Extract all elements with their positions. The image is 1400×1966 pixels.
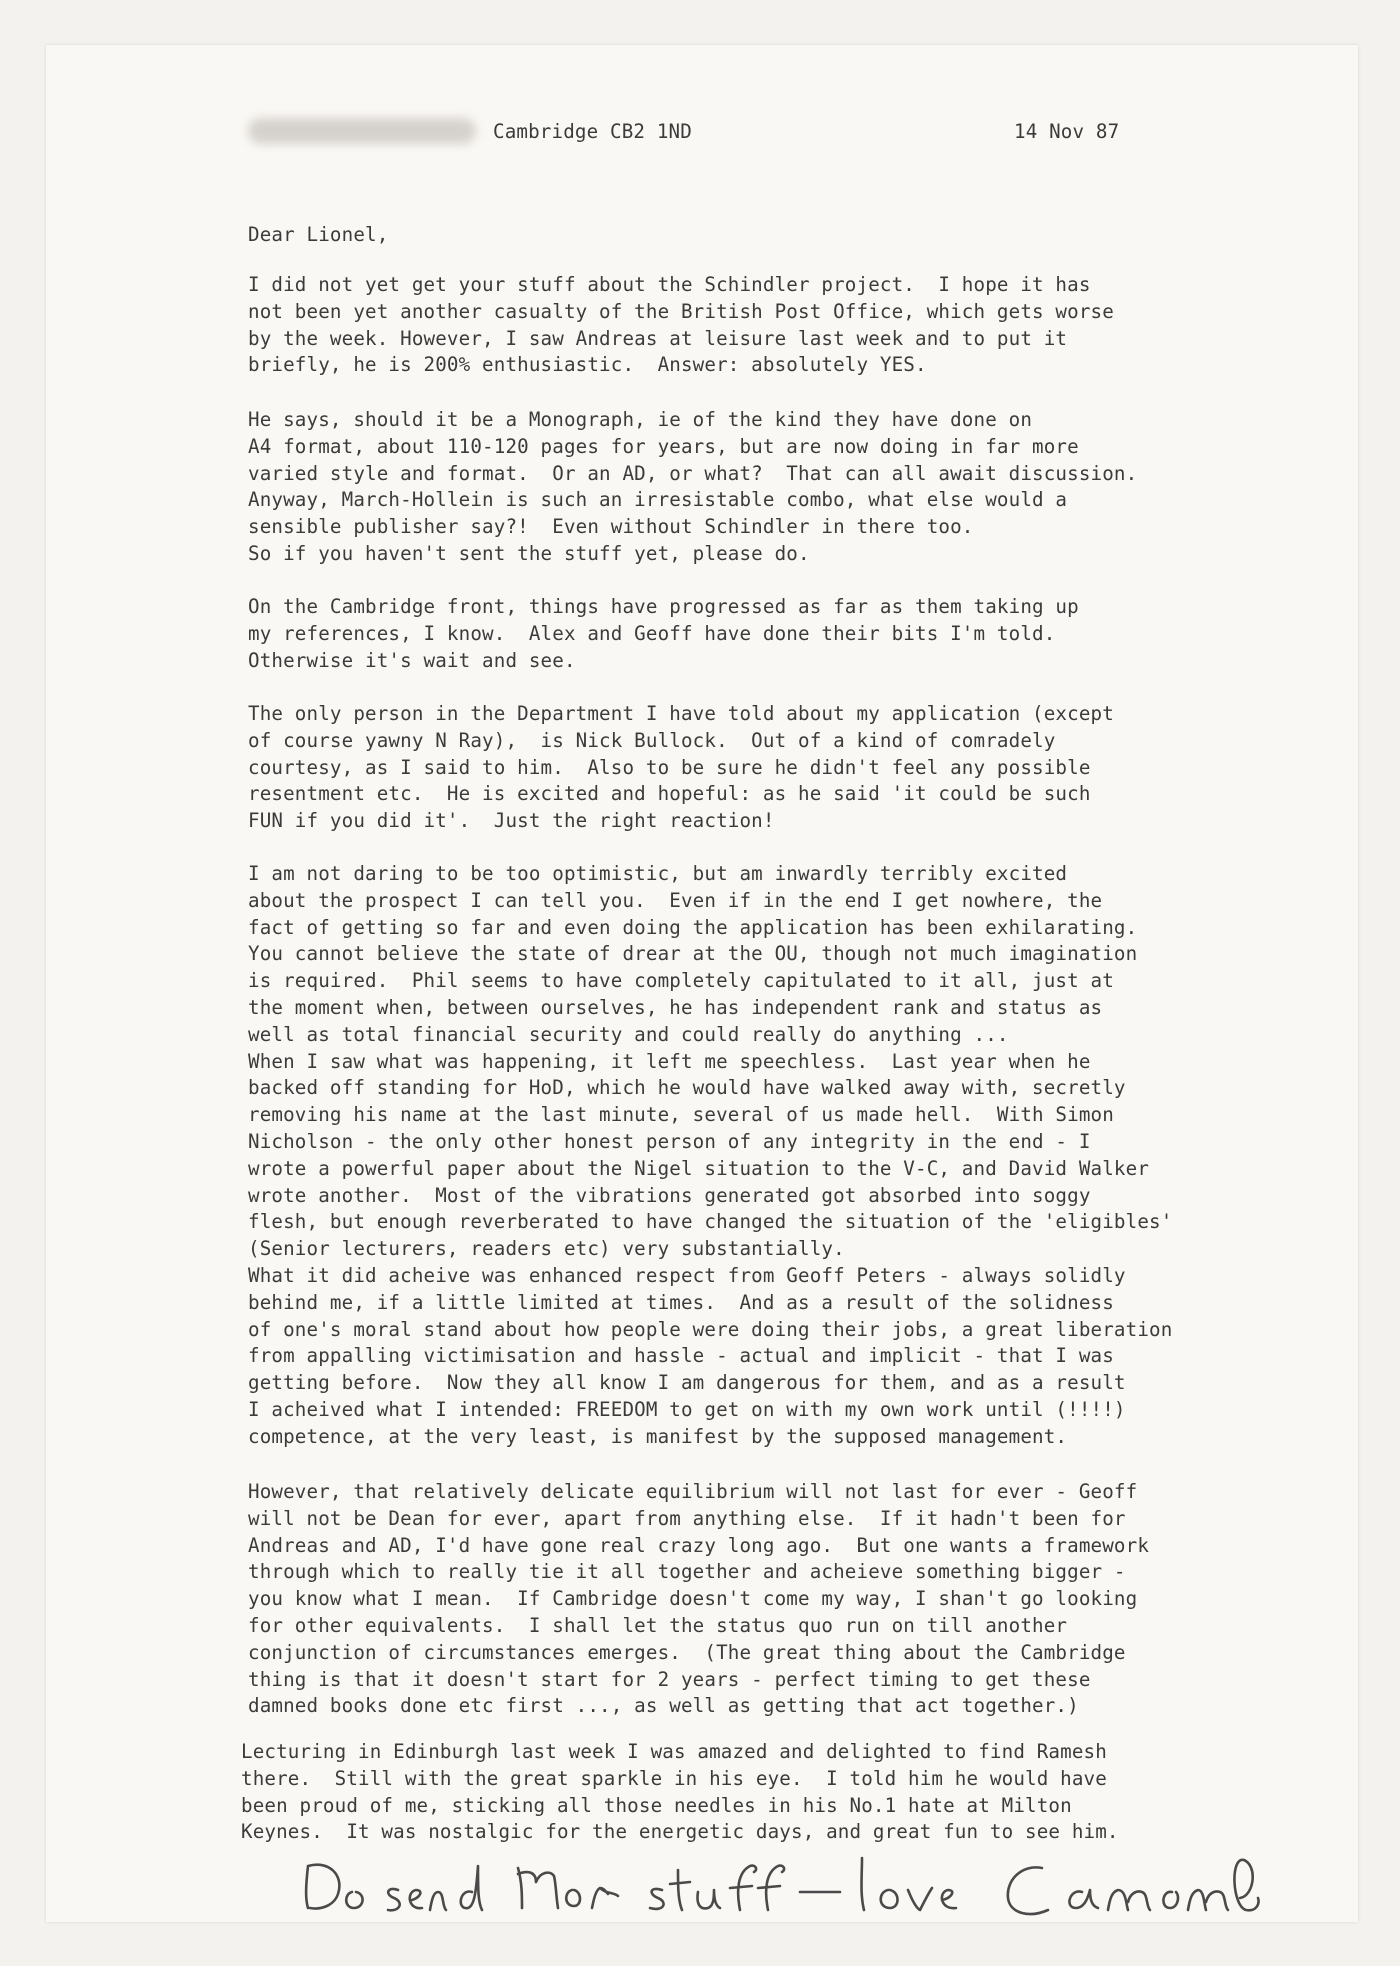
paragraph-line: Keynes. It was nostalgic for the energetic days, and great fun to see him. [241, 1820, 1119, 1844]
salutation: Dear Lionel, [248, 223, 389, 246]
redacted-sender-address [248, 118, 476, 144]
paragraph [248, 407, 1137, 568]
paragraph [248, 701, 1114, 835]
sender-address: Cambridge CB2 1ND [493, 120, 692, 143]
paragraph-line: courtesy, as I said to him. Also to be sure he didn't feel any possible [248, 755, 1091, 779]
paragraph-line: I am not daring to be too optimistic, but am inwardly terribly excited [248, 862, 1068, 885]
paragraph [241, 1739, 1119, 1846]
paragraph-line: about the prospect I can tell you. Even if in the end I get nowhere, the [248, 888, 1103, 912]
paragraph-line: I did not yet get your stuff about the Schindler project. I hope it has [248, 273, 1091, 296]
paragraph-line: The only person in the Department I have told about my application (except [248, 702, 1114, 725]
paragraph-line: conjunction of circumstances emerges. (The great thing about the Cambridge [248, 1640, 1126, 1664]
paragraph-line: So if you haven't sent the stuff yet, please do. [248, 541, 810, 565]
paragraph-line: through which to really tie it all together and acheieve something bigger - [248, 1560, 1126, 1584]
paragraph-line: wrote a powerful paper about the Nigel situation to the V-C, and David Walker [248, 1156, 1150, 1180]
paragraph-line: of one's moral stand about how people were doing their jobs, a great liberation [248, 1317, 1173, 1341]
paragraph-line: Otherwise it's wait and see. [248, 648, 576, 672]
paragraph-line: Nicholson - the only other honest person of any integrity in the end - I [248, 1129, 1091, 1153]
paragraph [248, 594, 1079, 674]
paragraph-line: removing his name at the last minute, several of us made hell. With Simon [248, 1103, 1114, 1127]
paragraph-line: resentment etc. He is excited and hopeful: as he said 'it could be such [248, 782, 1091, 806]
paragraph-line: by the week. However, I saw Andreas at leisure last week and to put it [248, 326, 1068, 350]
paragraph-line: However, that relatively delicate equilibrium will not last for ever - Geoff [248, 1480, 1138, 1503]
paragraph-line: behind me, if a little limited at times. And as a result of the solidness [248, 1290, 1114, 1314]
paragraph-line: competence, at the very least, is manifest by the supposed management. [248, 1424, 1068, 1448]
paragraph-line: sensible publisher say?! Even without Schindler in there too. [248, 515, 974, 539]
paragraph-line: A4 format, about 110-120 pages for years, but are now doing in far more [248, 434, 1079, 458]
paragraph-line: When I saw what was happening, it left me speechless. Last year when he [248, 1049, 1091, 1073]
paragraph-line: FUN if you did it'. Just the right reaction! [248, 809, 775, 833]
paragraph-line: well as total financial security and could really do anything ... [248, 1022, 1009, 1046]
paragraph-line: I acheived what I intended: FREEDOM to get on with my own work until (!!!!) [248, 1397, 1126, 1421]
handwritten-signature [300, 1836, 1260, 1936]
paragraph-line: of course yawny N Ray), is Nick Bullock. Out of a kind of comradely [248, 728, 1056, 752]
paragraph-line: the moment when, between ourselves, he has independent rank and status as [248, 995, 1103, 1019]
paragraph-line: flesh, but enough reverberated to have changed the situation of the 'eligibles' [248, 1210, 1173, 1234]
paragraph-line: He says, should it be a Monograph, ie of the kind they have done on [248, 408, 1033, 431]
paragraph-line: been proud of me, sticking all those needles in his No.1 hate at Milton [241, 1793, 1072, 1817]
paragraph-line: from appalling victimisation and hassle - actual and implicit - that I was [248, 1344, 1114, 1368]
paragraph-line: wrote another. Most of the vibrations generated got absorbed into soggy [248, 1183, 1091, 1207]
paragraph-line: (Senior lecturers, readers etc) very substantially. [248, 1237, 845, 1261]
paragraph-line: backed off standing for HoD, which he would have walked away with, secretly [248, 1076, 1126, 1100]
paragraph-line: my references, I know. Alex and Geoff have done their bits I'm told. [248, 621, 1056, 645]
paragraph-line: briefly, he is 200% enthusiastic. Answer: absolutely YES. [248, 353, 927, 377]
paragraph-line: varied style and format. Or an AD, or what? That can all await discussion. [248, 461, 1138, 485]
paragraph-line: damned books done etc first ..., as well as getting that act together.) [248, 1694, 1079, 1718]
paragraph-line: there. Still with the great sparkle in his eye. I told him he would have [241, 1766, 1107, 1790]
paragraph-line: You cannot believe the state of drear at the OU, though not much imagination [248, 942, 1138, 966]
paragraph-line: is required. Phil seems to have completely capitulated to it all, just at [248, 969, 1114, 993]
paragraph-line: not been yet another casualty of the British Post Office, which gets worse [248, 299, 1114, 323]
paragraph-line: On the Cambridge front, things have progressed as far as them taking up [248, 595, 1079, 618]
paragraph [248, 272, 1114, 379]
paragraph-line: getting before. Now they all know I am dangerous for them, and as a result [248, 1371, 1126, 1395]
paragraph-line: fact of getting so far and even doing the application has been exhilarating. [248, 915, 1138, 939]
paragraph-line: will not be Dean for ever, apart from anything else. If it hadn't been for [248, 1506, 1126, 1530]
paragraph-line: What it did acheive was enhanced respect from Geoff Peters - always solidly [248, 1263, 1126, 1287]
paragraph-line: for other equivalents. I shall let the status quo run on till another [248, 1613, 1068, 1637]
paragraph-line: Andreas and AD, I'd have gone real crazy long ago. But one wants a framework [248, 1533, 1150, 1557]
paragraph-line: thing is that it doesn't start for 2 years - perfect timing to get these [248, 1667, 1091, 1691]
paragraph [248, 1479, 1149, 1720]
paragraph-line: Lecturing in Edinburgh last week I was amazed and delighted to find Ramesh [241, 1740, 1107, 1763]
paragraph [248, 861, 1172, 1451]
paragraph-line: you know what I mean. If Cambridge doesn't come my way, I shan't go looking [248, 1587, 1138, 1611]
letter-date: 14 Nov 87 [1014, 120, 1120, 143]
paragraph-line: Anyway, March-Hollein is such an irresistable combo, what else would a [248, 488, 1068, 512]
